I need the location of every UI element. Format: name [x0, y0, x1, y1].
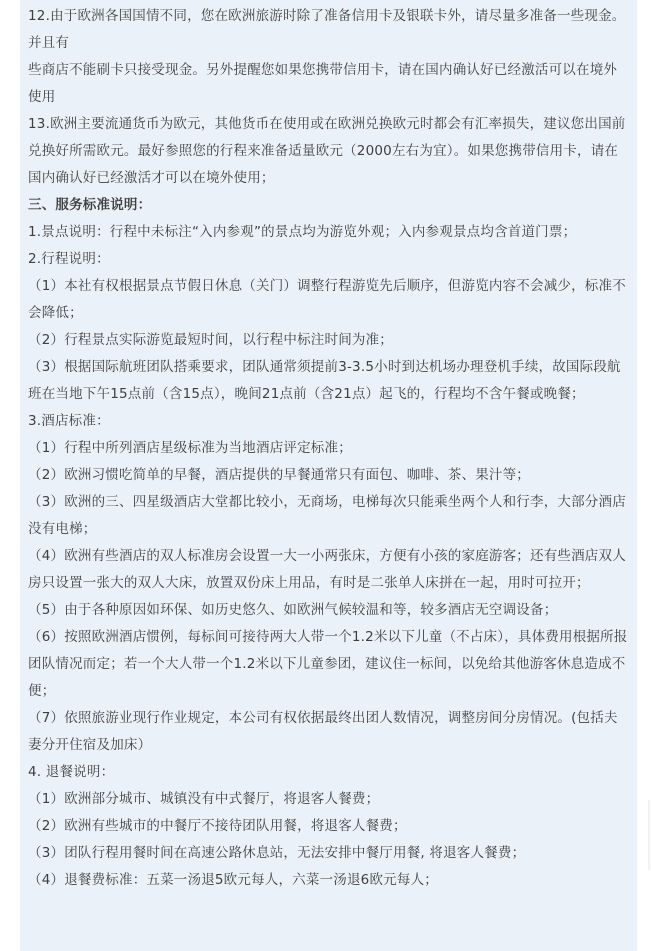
paragraph: （6）按照欧洲酒店惯例，每标间可接待两大人带一个1.2米以下儿童（不占床），具体费用根据所报团队情况而定；若一个大人带一个1.2米以下儿童参团，建议住一标间，以免给其他游客休息造成不便； — [28, 629, 628, 699]
notice-panel — [20, 0, 637, 951]
paragraph: （2）欧洲有些城市的中餐厅不接待团队用餐，将退客人餐费； — [28, 818, 407, 834]
paragraph: 4. 退餐说明： — [28, 764, 115, 780]
paragraph: 12.由于欧洲各国国情不同，您在欧洲旅游时除了准备信用卡及银联卡外，请尽量多准备一些现金。并且有 — [28, 8, 626, 51]
paragraph: （1）本社有权根据景点节假日休息（关门）调整行程游览先后顺序，但游览内容不会减少，标准不会降低； — [28, 278, 626, 321]
paragraph: （3）团队行程用餐时间在高速公路休息站，无法安排中餐厅用餐, 将退客人餐费； — [28, 845, 526, 861]
paragraph: （4）欧洲有些酒店的双人标准房会设置一大一小两张床，方便有小孩的家庭游客；还有些酒店双人房只设置一张大的双人大床，放置双份床上用品，有时是二张单人床拼在一起，用时可拉开； — [28, 548, 626, 591]
paragraph: （1）行程中所列酒店星级标准为当地酒店评定标准； — [28, 440, 352, 456]
section-heading: 三、服务标准说明： — [28, 197, 152, 213]
scrollbar-thumb[interactable] — [648, 800, 650, 870]
paragraph: 2.行程说明： — [28, 251, 110, 267]
paragraph: 3.酒店标准： — [28, 413, 110, 429]
paragraph: （3）根据国际航班团队搭乘要求，团队通常须提前3-3.5小时到达机场办理登机手续，故国际段航班在当地下午15点前（含15点），晚间21点前（含21点）起飞的，行程均不含午餐或晚餐； — [28, 359, 621, 402]
paragraph: 13.欧洲主要流通货币为欧元，其他货币在使用或在欧洲兑换欧元时都会有汇率损失，建议您出国前兑换好所需欧元。最好参照您的行程来准备适量欧元（2000左右为宜）。如果您携带信用卡，请在国内确认好已经激活才可以在境外使用； — [28, 116, 626, 186]
paragraph: （7）依照旅游业现行作业规定，本公司有权依据最终出团人数情况，调整房间分房情况。(包括夫妻分开住宿及加床） — [28, 710, 618, 753]
travel-notes-text — [28, 3, 629, 894]
paragraph: 些商店不能刷卡只接受现金。另外提醒您如果您携带信用卡，请在国内确认好已经激活可以在境外使用 — [28, 62, 618, 105]
paragraph: （5）由于各种原因如环保、如历史悠久、如欧洲气候较温和等，较多酒店无空调设备； — [28, 602, 558, 618]
paragraph: （2）行程景点实际游览最短时间，以行程中标注时间为准； — [28, 332, 393, 348]
paragraph: （1）欧洲部分城市、城镇没有中式餐厅，将退客人餐费； — [28, 791, 380, 807]
paragraph: （3）欧洲的三、四星级酒店大堂都比较小，无商场，电梯每次只能乘坐两个人和行李，大部分酒店没有电梯； — [28, 494, 626, 537]
paragraph: （2）欧洲习惯吃简单的早餐，酒店提供的早餐通常只有面包、咖啡、茶、果汁等； — [28, 467, 530, 483]
paragraph: 1.景点说明：行程中未标注“入内参观”的景点均为游览外观；入内参观景点均含首道门票； — [28, 224, 577, 240]
paragraph: （4）退餐费标准：五菜一汤退5欧元每人，六菜一汤退6欧元每人； — [28, 872, 438, 888]
